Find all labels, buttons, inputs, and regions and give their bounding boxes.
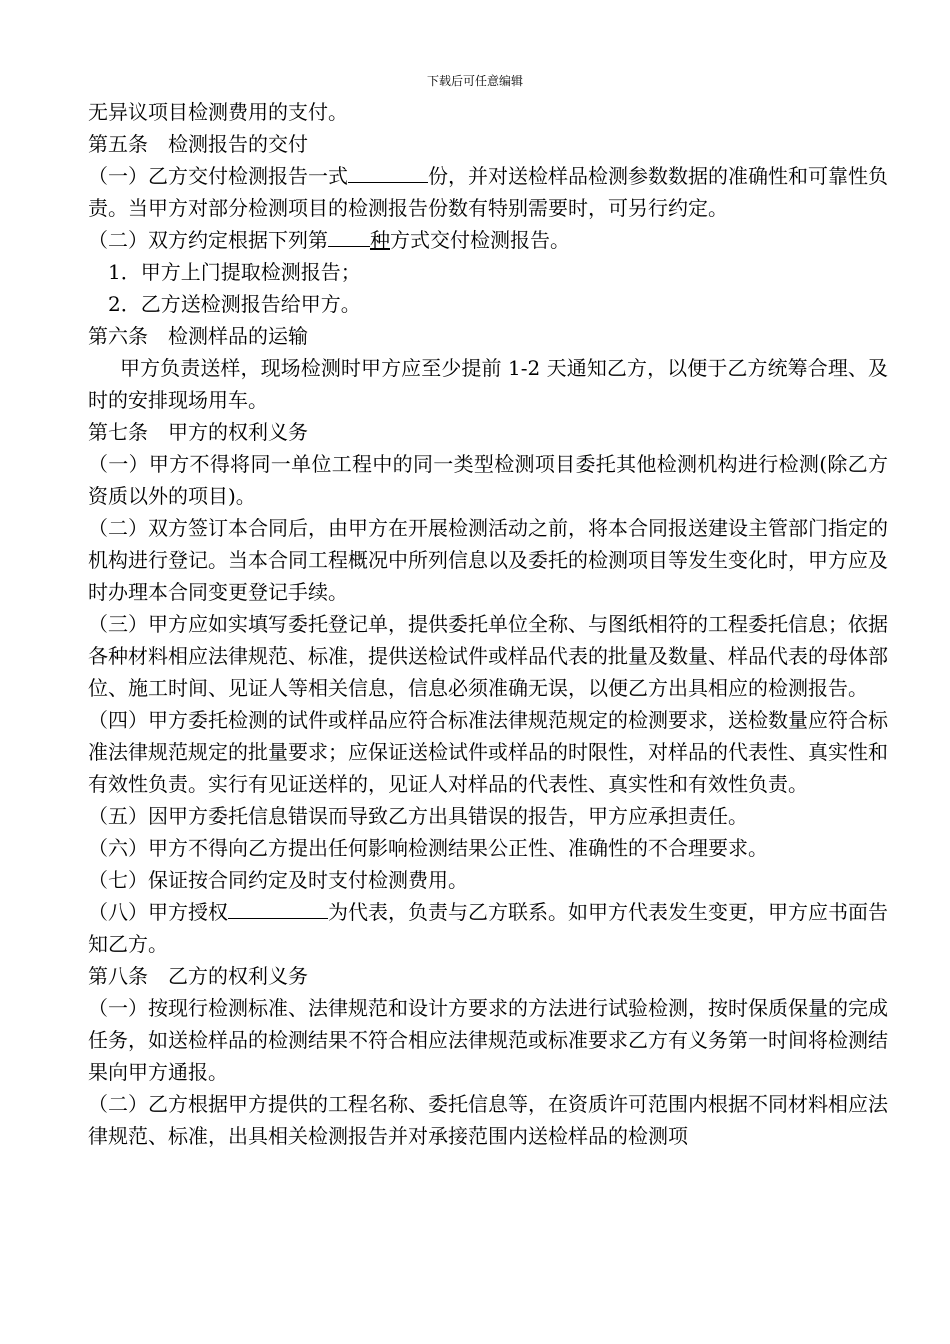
article-7-clause-8	[88, 896, 888, 960]
article-6-body: 甲方负责送样，现场检测时甲方应至少提前 1-2 天通知乙方，以便于乙方统筹合理、及时的安排现场用车。	[88, 356, 888, 412]
article-8-title: 第八条 乙方的权利义务	[88, 964, 308, 988]
fill-blank-method	[328, 228, 370, 247]
article-5-title: 第五条 检测报告的交付	[88, 132, 308, 156]
article-7-clause-2: （二）双方签订本合同后，由甲方在开展检测活动之前，将本合同报送建设主管部门指定的机构进行登记。当本合同工程概况中所列信息以及委托的检测项目等发生变化时，甲方应及时办理本合同变更登记手续。	[88, 516, 888, 604]
article-7-clause-5: （五）因甲方委托信息错误而导致乙方出具错误的报告，甲方应承担责任。	[88, 804, 748, 828]
fill-blank-copies	[348, 164, 428, 183]
article-7-clause-3: （三）甲方应如实填写委托登记单，提供委托单位全称、与图纸相符的工程委托信息；依据各种材料相应法律规范、标准，提供送检试件或样品代表的批量及数量、样品代表的母体部位、施工时间、见证人等相关信息，信息必须准确无误，以便乙方出具相应的检测报告。	[88, 612, 888, 700]
article-6-title: 第六条 检测样品的运输	[88, 324, 308, 348]
article-7-clause-6: （六）甲方不得向乙方提出任何影响检测结果公正性、准确性的不合理要求。	[88, 836, 768, 860]
article-8-clause-2: （二）乙方根据甲方提供的工程名称、委托信息等，在资质许可范围内根据不同材料相应法律规范、标准，出具相关检测报告并对承接范围内送检样品的检测项	[88, 1092, 888, 1148]
article-5-clause-2	[88, 224, 888, 256]
article-8-clause-1: （一）按现行检测标准、法律规范和设计方要求的方法进行试验检测，按时保质保量的完成任务，如送检样品的检测结果不符合相应法律规范或标准要求乙方有义务第一时间将检测结果向甲方通报。	[88, 996, 888, 1084]
page-header: 下载后可任意编辑	[426, 74, 523, 88]
clause-text: 为代表，负责与乙方联系。如甲方代表发生变更，甲方应书面告知乙方。	[88, 900, 888, 956]
article-7-title: 第七条 甲方的权利义务	[88, 420, 308, 444]
article-7-clause-4: （四）甲方委托检测的试件或样品应符合标准法律规范规定的检测要求，送检数量应符合标准法律规范规定的批量要求；应保证送检试件或样品的时限性，对样品的代表性、真实性和有效性负责。实行有见证送样的，见证人对样品的代表性、真实性和有效性负责。	[88, 708, 888, 796]
list-item: 2．乙方送检测报告给甲方。	[108, 292, 361, 316]
article-5-clause-1	[88, 160, 888, 224]
article-7-clause-7: （七）保证按合同约定及时支付检测费用。	[88, 868, 468, 892]
list-item: 1．甲方上门提取检测报告；	[108, 260, 361, 284]
clause-text-underlined: 种	[370, 228, 390, 252]
clause-text: （八）甲方授权	[88, 900, 228, 924]
clause-text: 份，并对送检样品检测参数数据的准确性和可靠性负责。当甲方对部分检测项目的检测报告份数有特别需要时，可另行约定。	[88, 164, 888, 220]
article-7-clause-1: （一）甲方不得将同一单位工程中的同一类型检测项目委托其他检测机构进行检测(除乙方资质以外的项目)。	[88, 452, 888, 508]
clause-text: 方式交付检测报告。	[390, 228, 570, 252]
clause-text: （二）双方约定根据下列第	[88, 228, 328, 252]
clause-text: （一）乙方交付检测报告一式	[88, 164, 348, 188]
paragraph-continuation: 无异议项目检测费用的支付。	[88, 100, 348, 124]
fill-blank-representative	[228, 900, 328, 919]
document-body	[88, 96, 888, 1152]
